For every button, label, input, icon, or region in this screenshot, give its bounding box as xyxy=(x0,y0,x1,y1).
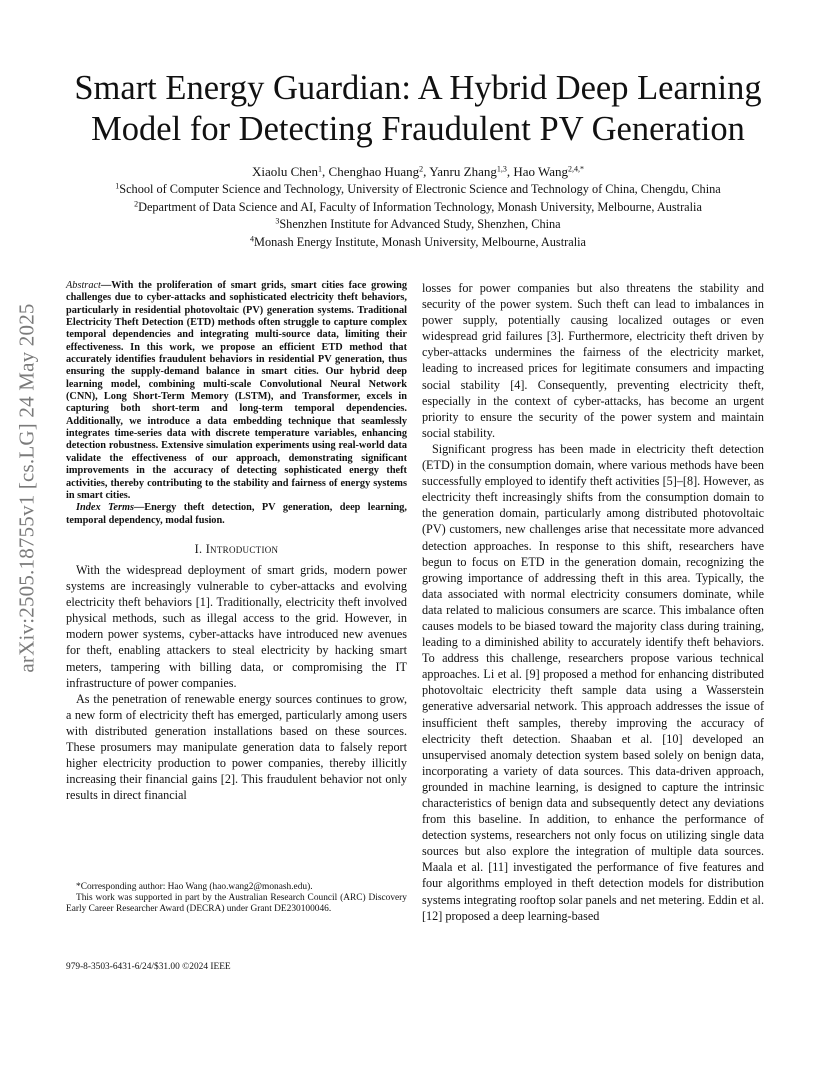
section-title: Introduction xyxy=(205,541,279,556)
affiliation-text: Monash Energy Institute, Monash University, Melbourne, Australia xyxy=(254,234,586,249)
affiliation xyxy=(40,234,796,252)
author-name: Hao Wang xyxy=(513,164,569,179)
left-column xyxy=(66,280,407,803)
body-paragraph: losses for power companies but also threatens the stability and security of the power system. Such theft can lead to imbalances in power supply, potentially causing localized outages or even widespread grid failures [3]. Furthermore, electricity theft driven by cyber-attacks undermines the fairness of the electricity market, leading to increased prices for legitimate consumers and impacting social stability [4]. Consequently, preventing electricity theft, especially in the context of cyber-attacks, has become an urgent priority to ensure the security of the power system and maintain social stability. xyxy=(422,281,764,440)
affiliation-text: Department of Data Science and AI, Faculty of Information Technology, Monash University, Melbourne, Australia xyxy=(138,199,702,214)
affiliation xyxy=(40,199,796,217)
footnotes xyxy=(66,882,407,916)
abstract-label: Abstract xyxy=(66,280,101,291)
abstract xyxy=(66,280,407,502)
arxiv-id-text[interactable]: arXiv:2505.18755v1 [cs.LG] 24 May 2025 xyxy=(14,303,39,673)
author-list: Xiaolu Chen$^1$, Chenghao Huang$^2$, Yanru Zhang$^{1,3}$, Hao Wang$^{2,4,*}$ xyxy=(251,164,585,179)
affiliation-marker: 3 xyxy=(275,216,280,226)
footnote-corresponding-author: *Corresponding author: Hao Wang (hao.wang2@monash.edu). xyxy=(76,882,313,892)
section-heading xyxy=(66,541,407,557)
author-affil-marker: 2 xyxy=(419,164,424,174)
affiliation-text: Shenzhen Institute for Advanced Study, Shenzhen, China xyxy=(279,217,561,231)
abstract-dash: — xyxy=(100,280,112,291)
body-paragraph: Significant progress has been made in electricity theft detection (ETD) in the consumption domain, where various methods have been successfully employed to identify theft activities [5]–[8]. However, as electricity theft increasingly shifts from the consumption domain to the generation domain, particularly among distributed photovoltaic (PV) customers, new challenges arise that necessitate more advanced detection approaches. In response to this shift, researchers have begun to focus on ETD in the generation domain, recognizing the growing importance of addressing theft in this area. Typically, the data associated with normal electricity consumers dominate, while data related to malicious consumers are scarce. This imbalance often causes models to be biased toward the majority class during training, leading to a diminished ability to accurately identify theft behaviors. To address this challenge, researchers propose various technical approaches. Li et al. [9] proposed a method for enhancing distributed photovoltaic electricity theft sample data using a Wasserstein generative adversarial network. This approach addresses the issue of insufficient theft samples, thereby improving the accuracy of electricity theft detection. Shaaban et al. [10] developed an unsupervised anomaly detection system based solely on benign data, incorporating a variety of data sources. This data-driven approach, grounded in machine learning, is designed to capture the intrinsic characteristics of benign data and subsequently detect any deviations from this baseline. In addition, to enhance the performance of detection systems, researchers not only focus on utilizing single data sources but also explore the integration of multiple data sources. Maala et al. [11] investigated the performance of five features and four algorithms employed in theft detection models for distribution systems integrating rooftop solar panels and net metering. Eddin et al. [12] proposed a deep learning-based xyxy=(422,441,764,923)
affiliation-list xyxy=(40,181,796,251)
affiliation-marker: 1 xyxy=(115,181,120,191)
index-terms-label: Index Terms xyxy=(76,502,134,514)
arxiv-side-identifier xyxy=(10,298,44,678)
body-paragraph: With the widespread deployment of smart grids, modern power systems are increasingly vulnerable to cyber-attacks and evolving electricity theft behaviors [1]. Traditionally, electricity theft involved physical methods, such as illegal access to the grid. However, in modern power systems, cyber-attacks have introduced new avenues for theft, enabling attackers to steal electricity by hacking smart meters, tampering with billing data, or compromising the IT infrastructure of power companies. xyxy=(66,562,407,690)
author-name: Chenghao Huang xyxy=(328,164,420,179)
title-line: Smart Energy Guardian: A Hybrid Deep Learning xyxy=(74,69,762,107)
affiliation-marker: 4 xyxy=(250,234,255,243)
abstract-text: With the proliferation of smart grids, smart cities face growing challenges due to cyber-attacks and sophisticated electricity theft behaviors, particularly in residential photovoltaic (PV) generation systems. Traditional Electricity Theft Detection (ETD) methods often struggle to capture complex temporal dependencies and integrating multi-source data, limiting their effectiveness. In this work, we propose an efficient ETD method that accurately identifies fraudulent behaviors in residential PV generation, thus ensuring the supply-demand balance in smart cities. Our hybrid deep learning model, combining multi-scale Convolutional Neural Network (CNN), Long Short-Term Memory (LSTM), and Transformer, excels in capturing both short-term and long-term temporal dependencies. Additionally, we introduce a data embedding technique that seamlessly integrates time-series data with discrete temperature variables, enhancing detection robustness. Extensive simulation experiments using real-world data validate the effectiveness of our approach, demonstrating significant improvements in the accuracy of detecting sophisticated energy theft activities, thereby contributing to the stability and fairness of energy systems in smart cities. xyxy=(66,280,407,501)
affiliation xyxy=(40,181,796,199)
index-terms xyxy=(66,502,407,527)
footnote-funding: This work was supported in part by the Australian Research Council (ARC) Discovery Early Career Researcher Award (DECRA) under Grant DE230100046. xyxy=(66,893,407,915)
index-terms-dash: — xyxy=(134,502,145,514)
author-name: Yanru Zhang xyxy=(429,164,497,179)
copyright-notice: 979-8-3503-6431-6/24/$31.00 ©2024 IEEE xyxy=(66,962,231,972)
author-affil-marker: 2,4,* xyxy=(568,164,585,174)
paper-title xyxy=(60,68,776,150)
affiliation-marker: 2 xyxy=(134,199,139,208)
author-affil-marker: 1,3 xyxy=(496,164,507,174)
affiliation xyxy=(40,216,796,234)
body-paragraph: As the penetration of renewable energy sources continues to grow, a new form of electricity theft has emerged, particularly among users with distributed generation installations based on these sources. These prosumers may manipulate generation data to falsely report higher electricity production to power companies, thereby illicitly increasing their financial gains [2]. This fraudulent behavior not only results in direct financial xyxy=(66,691,407,803)
affiliation-text: School of Computer Science and Technology, University of Electronic Science and Technology of China, Chengdu, China xyxy=(119,182,721,196)
author-name: Xiaolu Chen xyxy=(251,164,319,179)
author-affil-marker: 1 xyxy=(318,164,323,174)
section-number: I. xyxy=(194,541,203,556)
title-line: Model for Detecting Fraudulent PV Generation xyxy=(91,110,745,148)
index-terms-text: Energy theft detection, PV generation, deep learning, temporal dependency, modal fusion. xyxy=(66,502,407,526)
right-column xyxy=(422,280,764,924)
